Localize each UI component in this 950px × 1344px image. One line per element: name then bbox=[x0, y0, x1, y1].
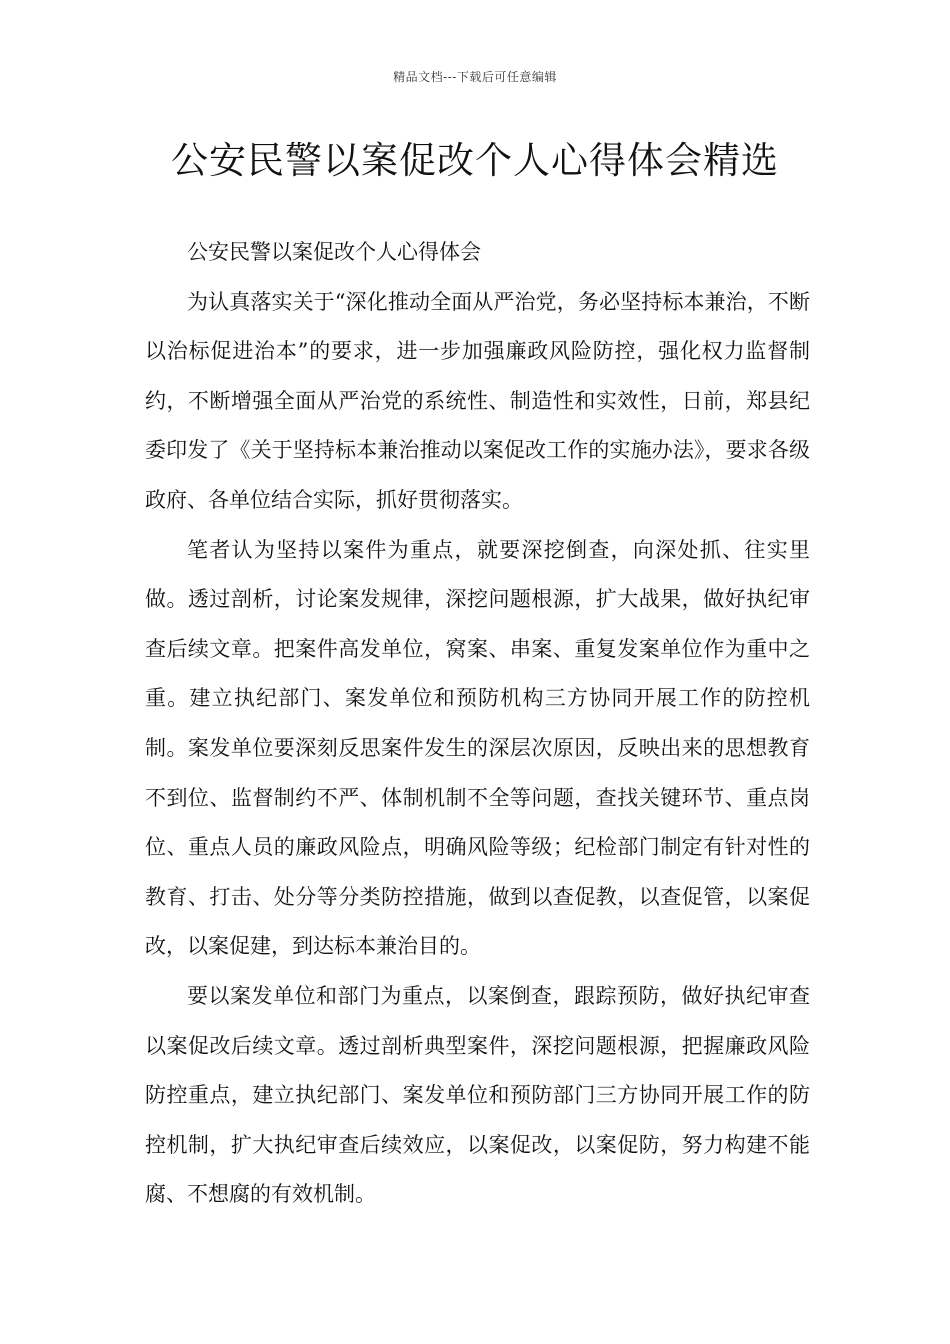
body-paragraph-1: 为认真落实关于“深化推动全面从严治党，务必坚持标本兼治，不断以治标促进治本”的要求，进一步加强廉政风险防控，强化权力监督制约，不断增强全面从严治党的系统性、制造性和实效性，日前，郑县纪委印发了《关于坚持标本兼治推动以案促改工作的实施办法》，要求各级政府、各单位结合实际，抓好贯彻落实。 bbox=[145, 289, 810, 512]
document-body bbox=[145, 228, 810, 1220]
page-header: 精品文档---下载后可任意编辑 bbox=[393, 70, 557, 84]
body-paragraph-2: 笔者认为坚持以案件为重点，就要深挖倒查，向深处抓、往实里做。透过剖析，讨论案发规律，深挖问题根源，扩大战果，做好执纪审查后续文章。把案件高发单位，窝案、串案、重复发案单位作为重中之重。建立执纪部门、案发单位和预防机构三方协同开展工作的防控机制。案发单位要深刻反思案件发生的深层次原因，反映出来的思想教育不到位、监督制约不严、体制机制不全等问题，查找关键环节、重点岗位、重点人员的廉政风险点，明确风险等级；纪检部门制定有针对性的教育、打击、处分等分类防控措施，做到以查促教，以查促管，以案促改，以案促建，到达标本兼治目的。 bbox=[145, 537, 810, 959]
document-title: 公安民警以案促改个人心得体会精选 bbox=[171, 139, 779, 182]
body-paragraph-3: 要以案发单位和部门为重点，以案倒查，跟踪预防，做好执纪审查以案促改后续文章。透过剖析典型案件，深挖问题根源，把握廉政风险防控重点，建立执纪部门、案发单位和预防部门三方协同开展工作的防控机制，扩大执纪审查后续效应，以案促改，以案促防，努力构建不能腐、不想腐的有效机制。 bbox=[145, 983, 810, 1207]
document-subtitle: 公安民警以案促改个人心得体会 bbox=[187, 240, 481, 264]
